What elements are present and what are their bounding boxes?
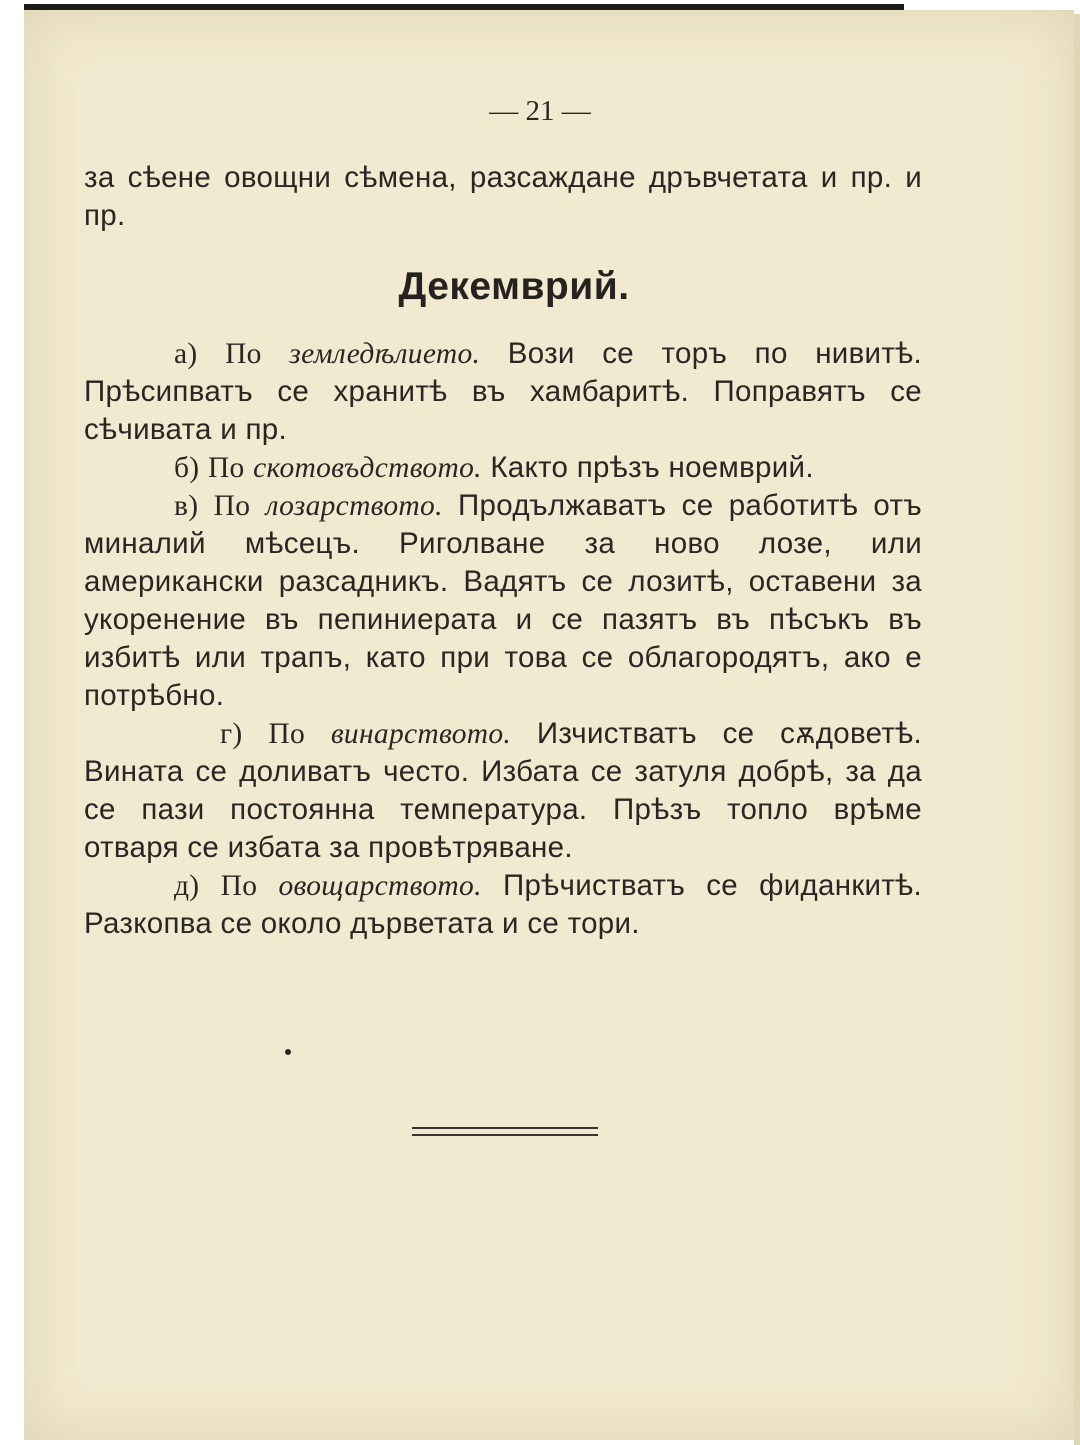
month-heading: Декемврий. [398, 265, 630, 308]
section-paragraph-a [84, 335, 922, 449]
end-rule [412, 1127, 598, 1136]
ink-dot [285, 1049, 291, 1055]
intro-paragraph: за сѣене овощни сѣмена, разсаждане дръвчетата и пр. и пр. [84, 161, 922, 232]
section-marker: г) [220, 718, 243, 750]
section-topic: лозарството. [265, 490, 443, 522]
section-prefix: По [220, 870, 258, 902]
section-paragraph-b [84, 449, 922, 487]
section-text: Прѣчистватъ се фиданкитѣ. Разкопва се около дърветата и се тори. [84, 869, 922, 940]
section-topic: земледѣлието. [289, 338, 481, 370]
section-text: Продължаватъ се работитѣ отъ миналий мѣсецъ. Риголване за ново лозе, или американски разсадникъ. Вадятъ се лозитѣ, оставени за укоренение въ пепиниерата и се пазятъ въ пѣсъкъ въ избитѣ или трапъ, като при това се облагородятъ, ако е потрѣбно. [84, 489, 923, 712]
page-body [84, 159, 922, 943]
section-marker: в) [174, 490, 199, 522]
section-marker: б) [174, 452, 200, 484]
section-paragraph-g [84, 715, 922, 867]
section-topic: скотовъдството. [253, 452, 482, 484]
section-text: Както прѣзъ ноемврий. [490, 451, 814, 484]
section-paragraph-d [84, 867, 922, 943]
section-prefix: По [225, 338, 262, 370]
section-prefix: По [213, 490, 251, 522]
section-topic: овощарството. [278, 870, 482, 902]
section-paragraph-v [84, 487, 922, 715]
section-prefix: По [207, 452, 245, 484]
section-topic: винарството. [330, 718, 512, 750]
section-marker: а) [174, 338, 198, 370]
section-text: Изчистватъ се сѫдоветѣ. Вината се доливатъ често. Избата се затуля добрѣ, за да се пази постоянна температура. Прѣзъ топло врѣме отваря се избата за провѣтряване. [84, 717, 923, 864]
page-number: — 21 — [489, 95, 591, 127]
section-prefix: По [268, 718, 305, 750]
page-right-edge [1074, 14, 1080, 1445]
section-marker: д) [174, 870, 200, 902]
section-text: Вози се торъ по нивитѣ. Прѣсипватъ се хранитѣ въ хамбаритѣ. Поправятъ се сѣчивата и пр. [84, 337, 923, 446]
